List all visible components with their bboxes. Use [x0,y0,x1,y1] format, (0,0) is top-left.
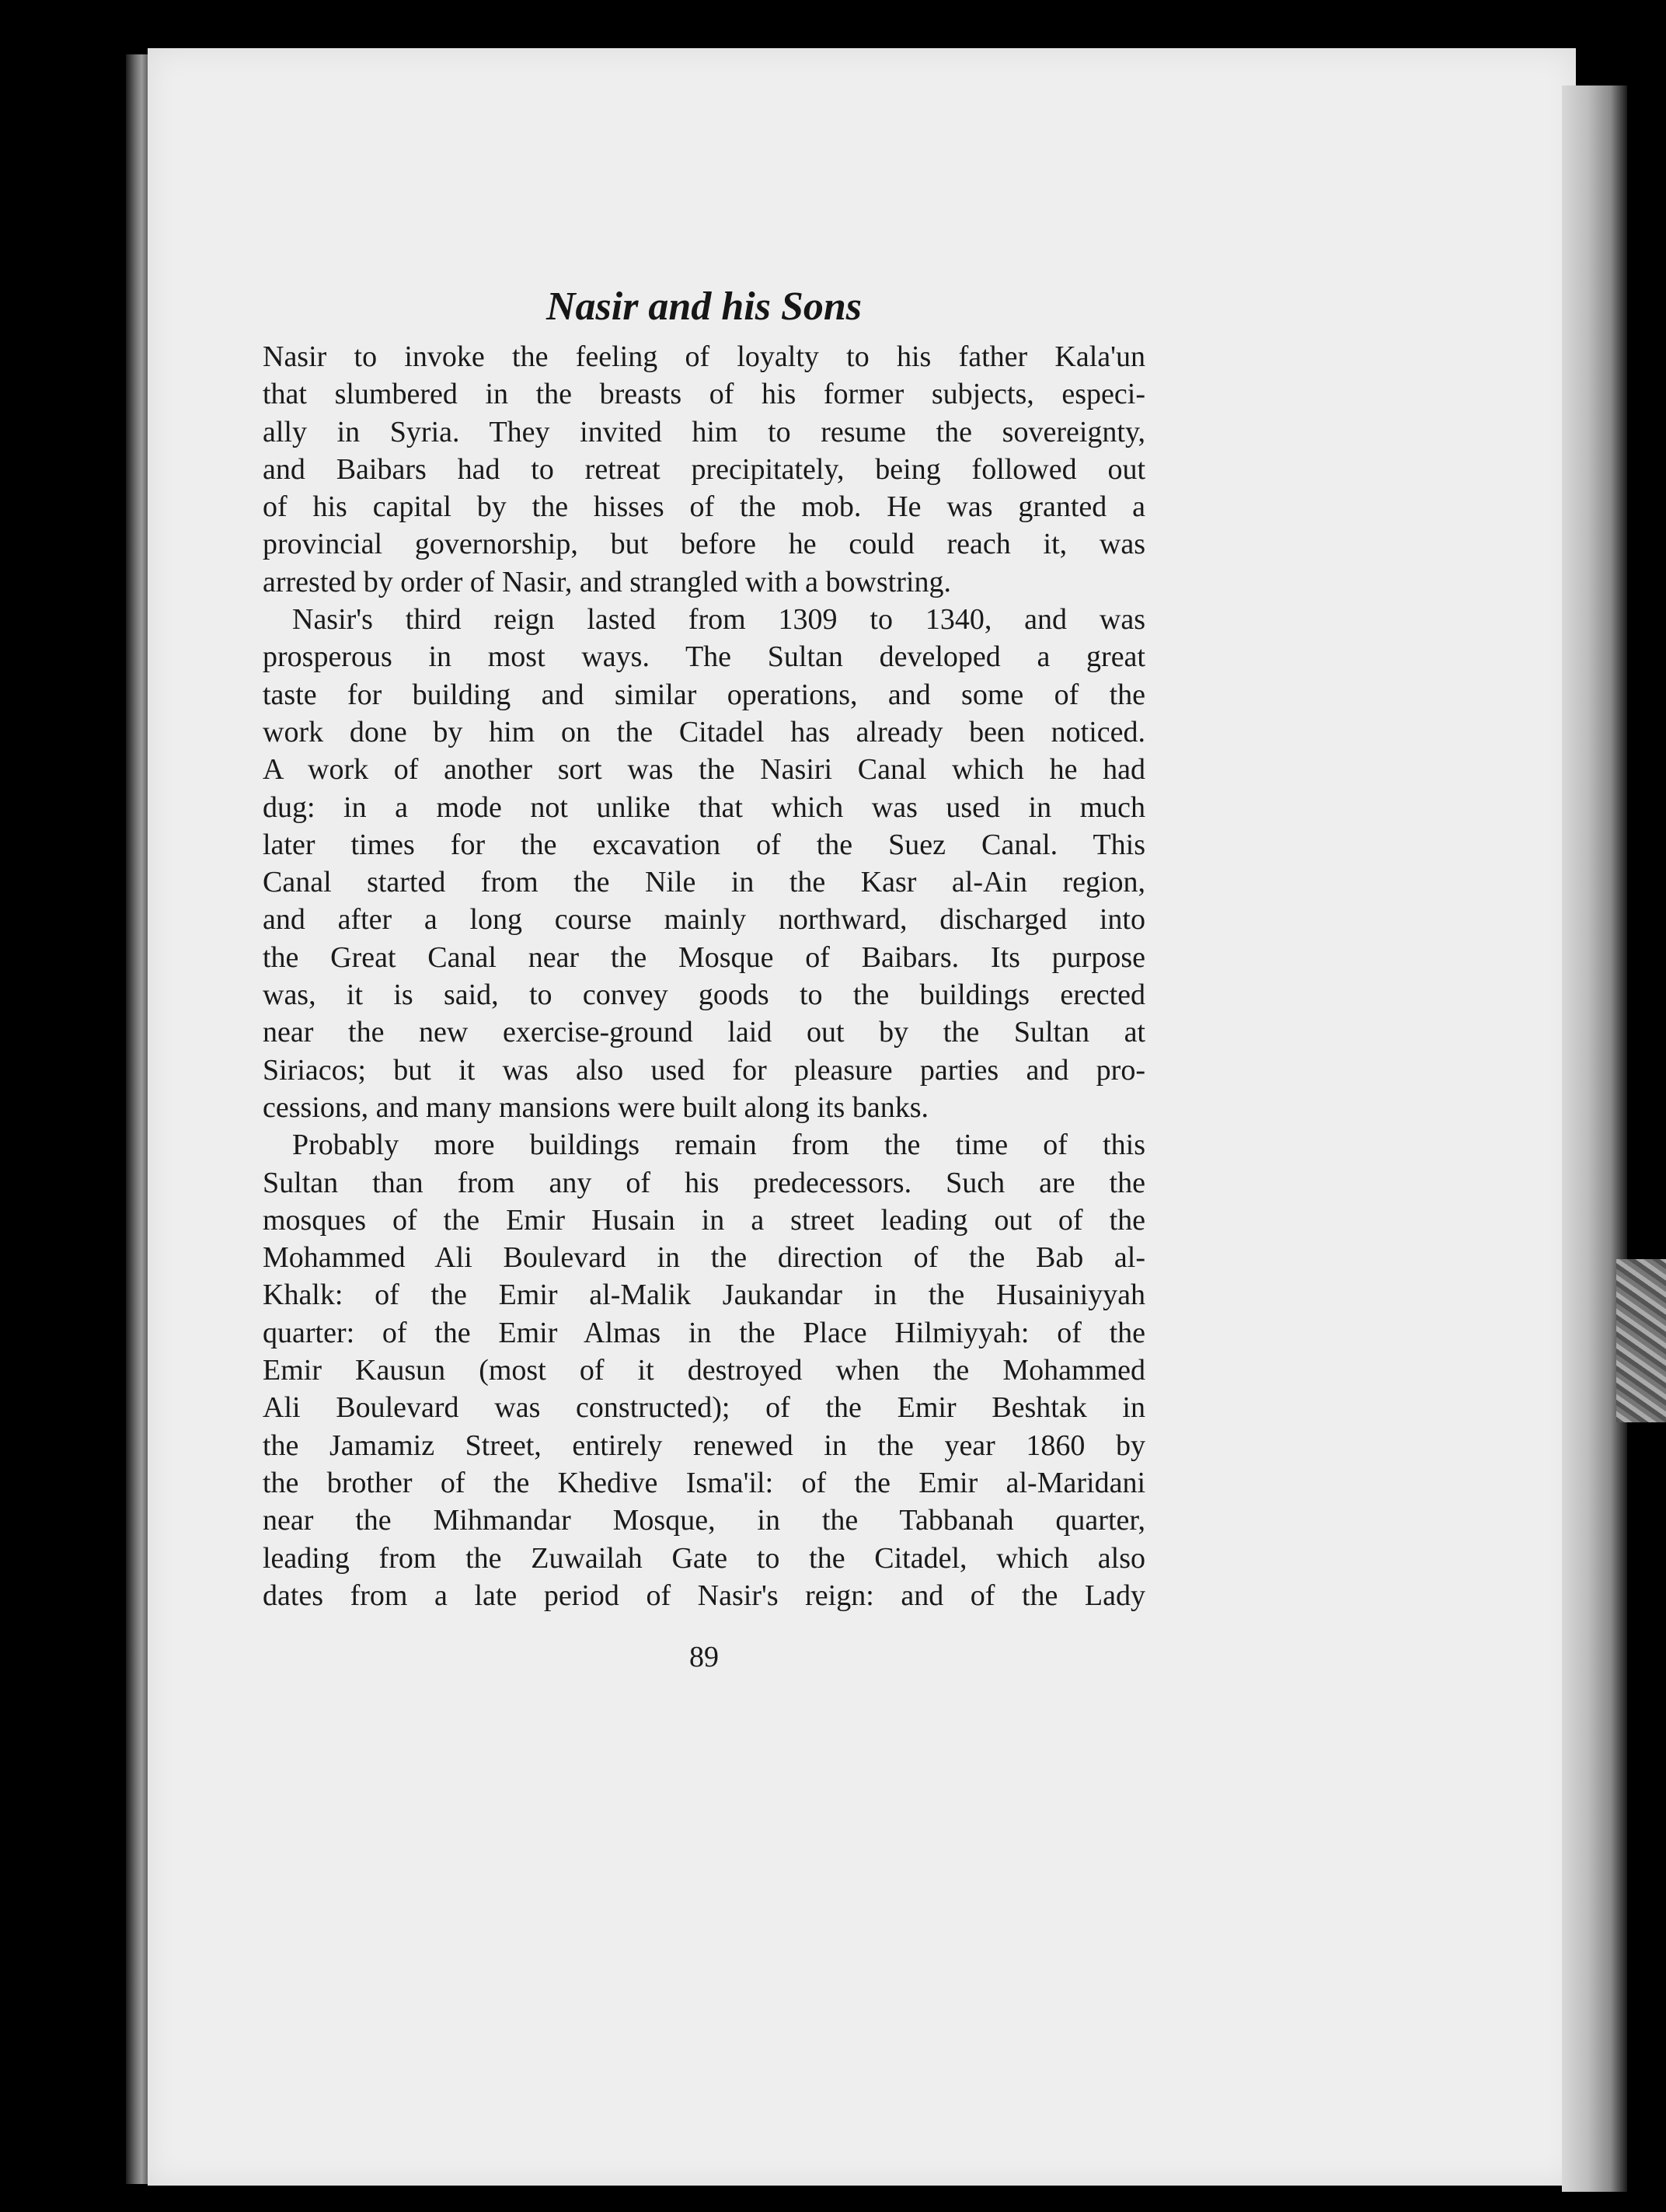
text-line: and Baibars had to retreat precipitately, being followed out [263,452,1145,486]
paragraph [263,601,1145,1126]
text-line: quarter: of the Emir Almas in the Place Hilmiyyah: of the [263,1316,1145,1349]
text-line: Mohammed Ali Boulevard in the direction of the Bab al- [263,1241,1145,1275]
text-line: Emir Kausun (most of it destroyed when the Mohammed [263,1354,1145,1387]
text-line: Ali Boulevard was constructed); of the Emir Beshtak in [263,1391,1145,1425]
text-line: that slumbered in the breasts of his former subjects, especi- [263,378,1145,411]
running-head: Nasir and his Sons [545,284,863,329]
text-line: arrested by order of Nasir, and strangled with a bowstring. [263,565,951,598]
text-line: near the Mihmandar Mosque, in the Tabbanah quarter, [263,1504,1145,1537]
page-edge [1562,85,1627,2192]
text-line: provincial governorship, but before he could reach it, was [263,528,1145,561]
text-line: the brother of the Khedive Isma'il: of the Emir al-Maridani [263,1466,1145,1499]
text-line: was, it is said, to convey goods to the buildings erected [263,979,1145,1012]
text-line: A work of another sort was the Nasiri Canal which he had [263,753,1145,787]
text-line: and after a long course mainly northward, discharged into [263,903,1145,937]
text-line: Probably more buildings remain from the time of this [292,1129,1145,1162]
text-line: later times for the excavation of the Suez Canal. This [263,828,1145,861]
text-line: Canal started from the Nile in the Kasr al-Ain region, [263,866,1145,899]
text-line: cessions, and many mansions were built along its banks. [263,1090,929,1124]
text-line: leading from the Zuwailah Gate to the Citadel, which also [263,1541,1145,1575]
text-line: mosques of the Emir Husain in a street leading out of the [263,1203,1145,1237]
body-text [263,338,1145,1614]
text-line: Khalk: of the Emir al-Malik Jaukandar in the Husainiyyah [263,1279,1145,1312]
text-line: taste for building and similar operations, and some of the [263,678,1145,711]
text-line: Sultan than from any of his predecessors. Such are the [263,1166,1145,1199]
page-number: 89 [689,1641,719,1673]
text-line: near the new exercise-ground laid out by the Sultan at [263,1016,1145,1049]
paragraph [263,1126,1145,1614]
text-line: dug: in a mode not unlike that which was used in much [263,790,1145,824]
text-line: dates from a late period of Nasir's reign: and of the Lady [263,1579,1145,1612]
text-line: of his capital by the hisses of the mob. He was granted a [263,490,1145,524]
page-edge-mark [1616,1259,1666,1422]
text-line: the Great Canal near the Mosque of Baibars. Its purpose [263,940,1145,974]
text-line: work done by him on the Citadel has already been noticed. [263,715,1145,748]
text-line: Nasir's third reign lasted from 1309 to 1340, and was [292,603,1145,637]
text-line: Siriacos; but it was also used for pleasure parties and pro- [263,1053,1145,1087]
text-line: Nasir to invoke the feeling of loyalty to his father Kala'un [263,340,1145,373]
text-line: the Jamamiz Street, entirely renewed in the year 1860 by [263,1429,1145,1462]
paragraph [263,338,1145,601]
text-line: ally in Syria. They invited him to resume the sovereignty, [263,415,1145,448]
text-line: prosperous in most ways. The Sultan developed a great [263,640,1145,674]
